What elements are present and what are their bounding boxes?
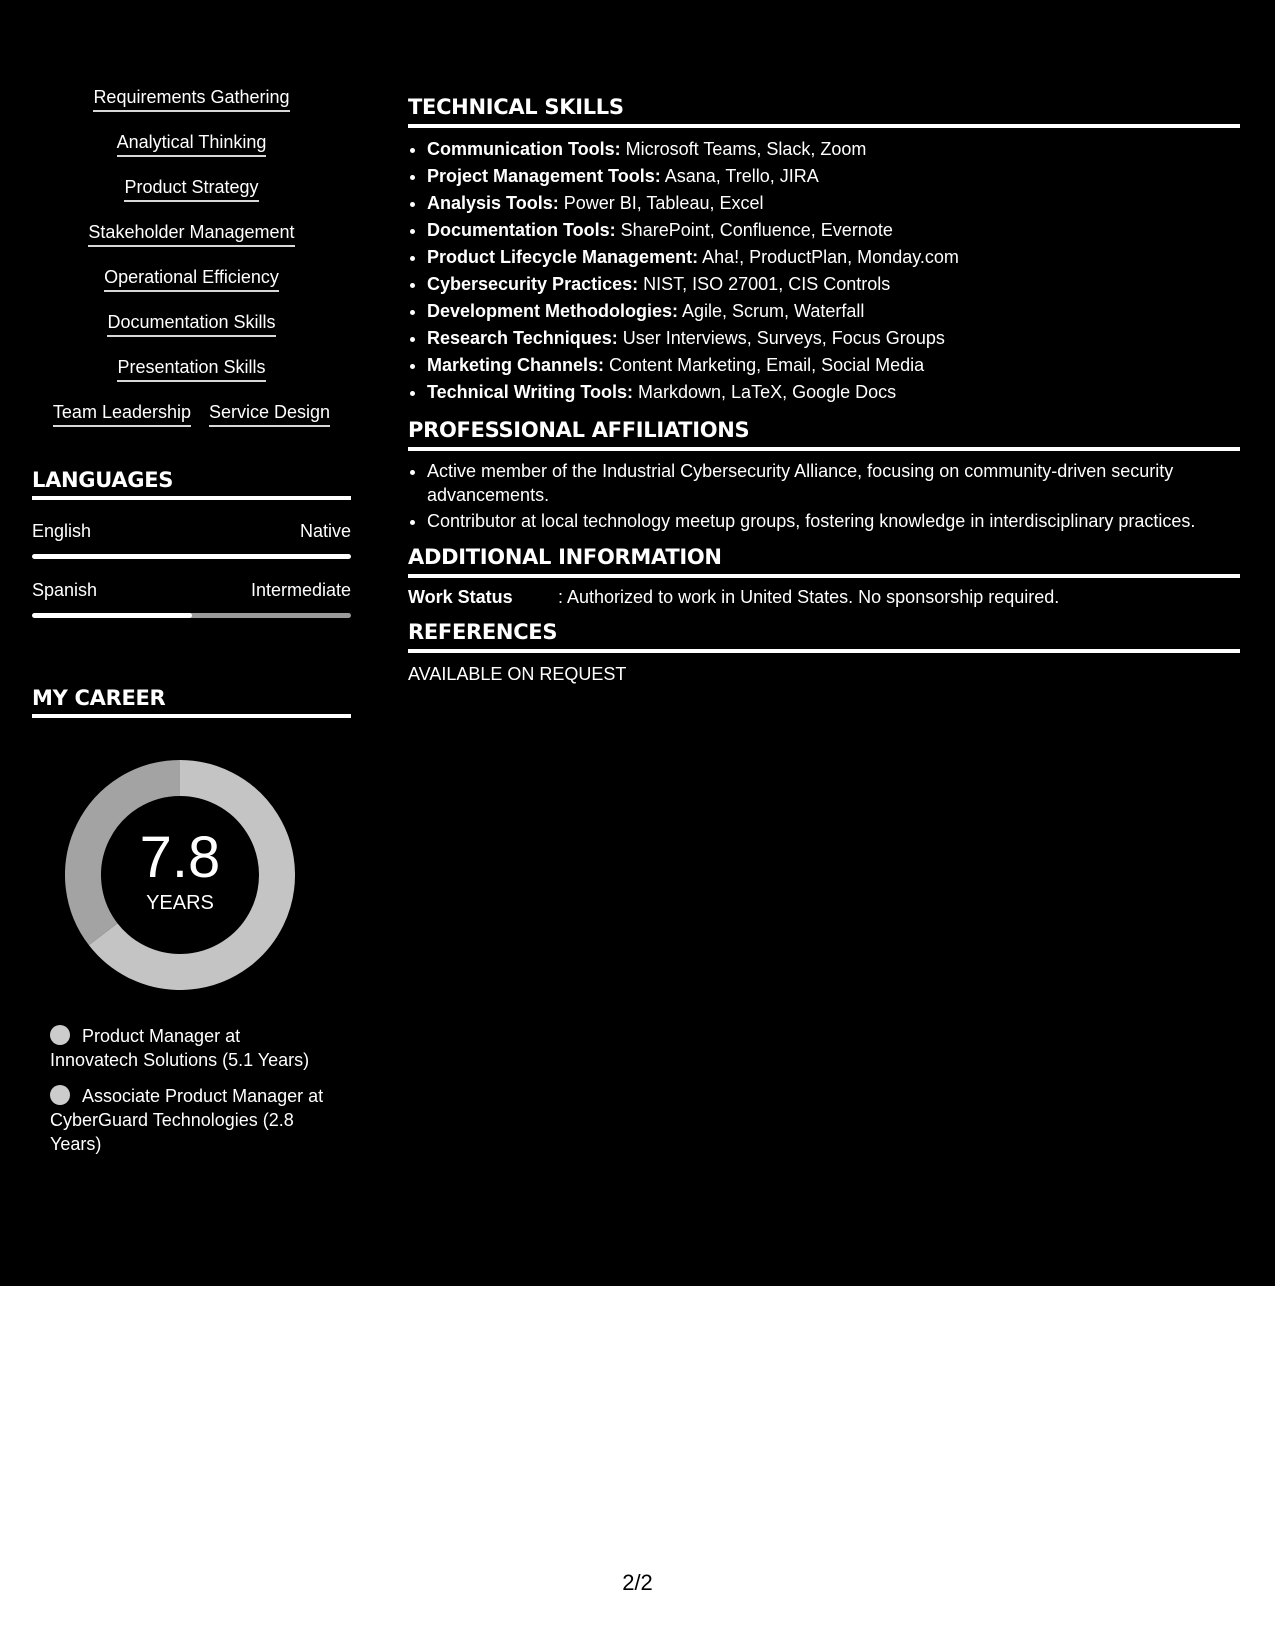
right-column: [408, 0, 1240, 685]
skill-tools: Agile, Scrum, Waterfall: [678, 301, 865, 321]
career-legend-text: Product Manager at Innovatech Solutions (5.1 Years): [50, 1026, 310, 1070]
language-name: English: [32, 521, 92, 541]
skill-category: Analysis Tools:: [427, 193, 559, 213]
affiliation-item: • Active member of the Industrial Cybersecurity Alliance, focusing on community-driven security advancements.: [427, 459, 1240, 507]
skill-category: Cybersecurity Practices:: [427, 274, 639, 294]
language-proficiency-bar: [32, 613, 351, 618]
additional-info-heading: ADDITIONAL INFORMATION: [408, 545, 1240, 578]
technical-skill-item: [427, 217, 1240, 244]
skills-list: [32, 86, 351, 446]
language-level: Intermediate: [250, 580, 351, 600]
career-legend-item: [50, 1084, 330, 1156]
language-proficiency-fill: [32, 613, 192, 618]
skill-category: Technical Writing Tools:: [427, 382, 634, 402]
technical-skill-item: [427, 136, 1240, 163]
technical-skill-item: [427, 379, 1240, 406]
language-name: Spanish: [32, 580, 98, 600]
legend-dot-icon: [50, 1025, 70, 1045]
skill-category: Project Management Tools:: [427, 166, 661, 186]
language-spanish: [32, 579, 351, 618]
languages-heading: LANGUAGES: [32, 468, 351, 500]
affiliation-item: • Contributor at local technology meetup groups, fostering knowledge in interdisciplinary practices.: [427, 509, 1240, 533]
work-status-label: Work Status: [408, 587, 513, 607]
technical-skill-item: [427, 298, 1240, 325]
technical-skill-item: [427, 271, 1240, 298]
technical-skills-heading: TECHNICAL SKILLS: [408, 95, 1240, 128]
skill-tag: Stakeholder Management: [88, 221, 294, 247]
skill-category: Marketing Channels:: [427, 355, 605, 375]
skill-tools: Power BI, Tableau, Excel: [558, 193, 764, 213]
technical-skill-item: [427, 163, 1240, 190]
language-english: [32, 520, 351, 559]
language-proficiency-fill: [32, 554, 351, 559]
technical-skill-item: [427, 325, 1240, 352]
skill-tag: Requirements Gathering: [93, 86, 289, 112]
affiliations-list: [408, 459, 1240, 533]
career-legend-item: [50, 1024, 330, 1072]
skill-category: Communication Tools:: [427, 139, 621, 159]
skill-tools: Markdown, LaTeX, Google Docs: [633, 382, 897, 402]
career-legend: [50, 1024, 330, 1156]
technical-skill-item: [427, 244, 1240, 271]
skill-category: Product Lifecycle Management:: [427, 247, 699, 267]
skill-tag: Team Leadership: [53, 401, 191, 427]
career-donut-chart: [65, 760, 295, 990]
work-status-row: [408, 586, 1240, 608]
language-level: Native: [299, 521, 351, 541]
skill-tools: SharePoint, Confluence, Evernote: [615, 220, 893, 240]
left-column: [32, 0, 351, 1168]
skill-tools: Asana, Trello, JIRA: [660, 166, 819, 186]
donut-center: [65, 760, 295, 990]
skill-tag: Documentation Skills: [107, 311, 275, 337]
skill-tools: Aha!, ProductPlan, Monday.com: [698, 247, 959, 267]
legend-dot-icon: [50, 1085, 70, 1105]
skill-category: Development Methodologies:: [427, 301, 679, 321]
references-heading: REFERENCES: [408, 620, 1240, 653]
skill-tag: Service Design: [209, 401, 330, 427]
language-proficiency-bar: [32, 554, 351, 559]
work-status-value: : Authorized to work in United States. No sponsorship required.: [558, 587, 1060, 607]
career-heading: MY CAREER: [32, 686, 351, 718]
skill-category: Documentation Tools:: [427, 220, 616, 240]
skill-tag: Presentation Skills: [117, 356, 265, 382]
page-number: 2/2: [622, 1570, 653, 1595]
career-legend-text: Associate Product Manager at CyberGuard Technologies (2.8 Years): [50, 1086, 324, 1154]
skill-tag: Product Strategy: [124, 176, 258, 202]
skill-tag: Analytical Thinking: [117, 131, 267, 157]
career-years-unit: YEARS: [146, 892, 214, 914]
affiliations-heading: PROFESSIONAL AFFILIATIONS: [408, 418, 1240, 451]
skill-category: Research Techniques:: [427, 328, 618, 348]
technical-skill-item: [427, 190, 1240, 217]
skill-tools: NIST, ISO 27001, CIS Controls: [638, 274, 891, 294]
skill-tools: User Interviews, Surveys, Focus Groups: [617, 328, 945, 348]
technical-skill-item: [427, 352, 1240, 379]
technical-skills-list: [408, 136, 1240, 406]
skill-tag: Operational Efficiency: [104, 266, 279, 292]
career-total-years: 7.8: [139, 825, 221, 890]
skill-tools: Content Marketing, Email, Social Media: [604, 355, 925, 375]
references-text: AVAILABLE ON REQUEST: [408, 664, 627, 684]
skill-tools: Microsoft Teams, Slack, Zoom: [620, 139, 867, 159]
